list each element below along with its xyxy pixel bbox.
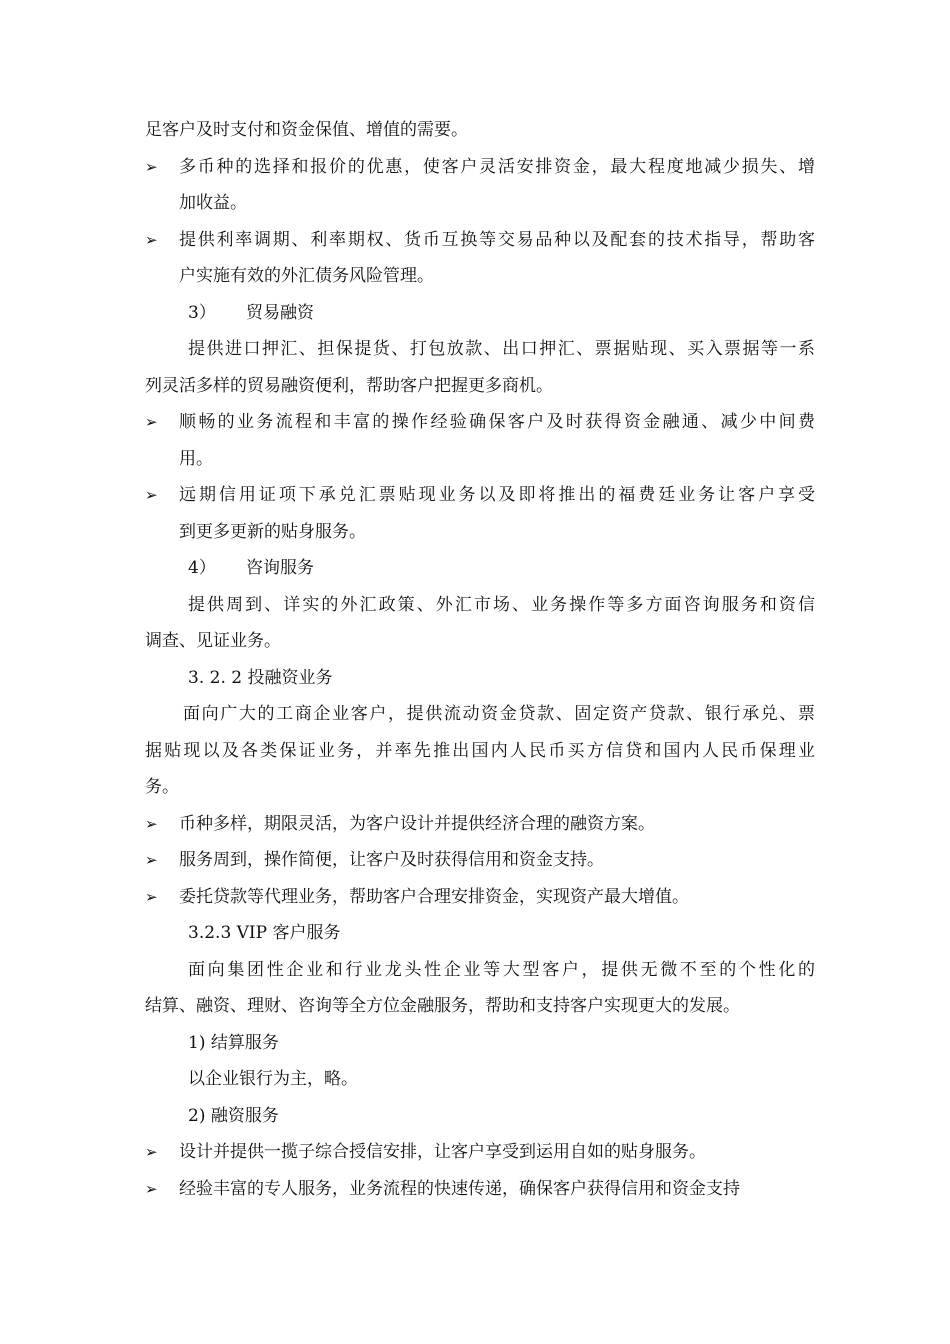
bullet-text: 提供利率调期、利率期权、货币互换等交易品种以及配套的技术指导，帮助客 <box>179 229 815 250</box>
subheading-consulting <box>145 550 815 587</box>
bullet-item <box>145 1171 815 1208</box>
bullet-text: 到更多更新的贴身服务。 <box>179 521 366 542</box>
arrowhead-bullet-icon: ➢ <box>145 851 158 869</box>
bullet-item <box>145 806 815 843</box>
subheading-text: 咨询服务 <box>246 558 314 578</box>
bullet-text: 户实施有效的外汇债务风险管理。 <box>179 266 434 286</box>
bullet-item <box>145 842 815 879</box>
bullet-text: 加收益。 <box>179 193 247 213</box>
arrowhead-bullet-icon: ➢ <box>145 887 158 906</box>
paragraph-line: 结算、融资、理财、咨询等全方位金融服务，帮助和支持客户实现更大的发展。 <box>145 996 740 1016</box>
bullet-item <box>145 149 815 222</box>
section-heading-3-2-2: 3. 2. 2 投融资业务 <box>188 667 333 688</box>
subheading-text: 贸易融资 <box>246 302 314 323</box>
paragraph-line: 务。 <box>145 777 179 797</box>
bullet-text: 多币种的选择和报价的优惠，使客户灵活安排资金，最大程度地减少损失、增 <box>179 156 815 177</box>
arrowhead-bullet-icon: ➢ <box>145 814 158 833</box>
paragraph-line: 调查、见证业务。 <box>145 631 281 651</box>
arrowhead-bullet-icon: ➢ <box>145 1143 158 1161</box>
section-heading-3-2-3: 3.2.3 VIP 客户服务 <box>188 923 341 943</box>
paragraph-line: 足客户及时支付和资金保值、增值的需要。 <box>145 120 468 140</box>
bullet-item <box>145 404 815 477</box>
bullet-text: 币种多样，期限灵活，为客户设计并提供经济合理的融资方案。 <box>179 813 655 834</box>
bullet-text: 用。 <box>179 448 213 469</box>
bullet-item <box>145 222 815 295</box>
bullet-text: 服务周到，操作简便，让客户及时获得信用和资金支持。 <box>179 850 604 870</box>
paragraph-line: 据贴现以及各类保证业务，并率先推出国内人民币买方信贷和国内人民币保理业 <box>145 740 815 761</box>
bullet-item <box>145 477 815 550</box>
arrowhead-bullet-icon: ➢ <box>145 413 158 431</box>
bullet-text: 委托贷款等代理业务，帮助客户合理安排资金，实现资产最大增值。 <box>179 886 689 907</box>
paragraph-line: 列灵活多样的贸易融资便利，帮助客户把握更多商机。 <box>145 375 553 396</box>
paragraph-line: 面向集团性企业和行业龙头性企业等大型客户，提供无微不至的个性化的 <box>188 959 815 980</box>
subheading-financing: 2) 融资服务 <box>188 1105 279 1126</box>
bullet-text: 经验丰富的专人服务，业务流程的快速传递，确保客户获得信用和资金支持 <box>179 1178 740 1199</box>
document-page <box>145 112 815 1207</box>
subheading-trade-finance <box>145 295 815 332</box>
bullet-text: 设计并提供一揽子综合授信安排，让客户享受到运用自如的贴身服务。 <box>179 1142 706 1162</box>
arrowhead-bullet-icon: ➢ <box>145 486 158 504</box>
paragraph-line: 面向广大的工商企业客户，提供流动资金贷款、固定资产贷款、银行承兑、票 <box>183 704 815 724</box>
paragraph-line: 提供周到、详实的外汇政策、外汇市场、业务操作等多方面咨询服务和资信 <box>188 594 815 615</box>
subheading-number: 3） <box>188 302 216 323</box>
bullet-item <box>145 1134 815 1171</box>
paragraph-line: 提供进口押汇、担保提货、打包放款、出口押汇、票据贴现、买入票据等一系 <box>188 339 815 359</box>
arrowhead-bullet-icon: ➢ <box>145 1179 158 1198</box>
bullet-text: 顺畅的业务流程和丰富的操作经验确保客户及时获得资金融通、减少中间费 <box>179 412 815 432</box>
bullet-item <box>145 879 815 916</box>
subheading-number: 4） <box>188 558 216 578</box>
arrowhead-bullet-icon: ➢ <box>145 230 158 249</box>
paragraph-line: 以企业银行为主，略。 <box>188 1069 358 1089</box>
bullet-text: 远期信用证项下承兑汇票贴现业务以及即将推出的福费廷业务让客户享受 <box>179 485 815 505</box>
subheading-settlement: 1) 结算服务 <box>188 1032 279 1053</box>
arrowhead-bullet-icon: ➢ <box>145 157 158 176</box>
